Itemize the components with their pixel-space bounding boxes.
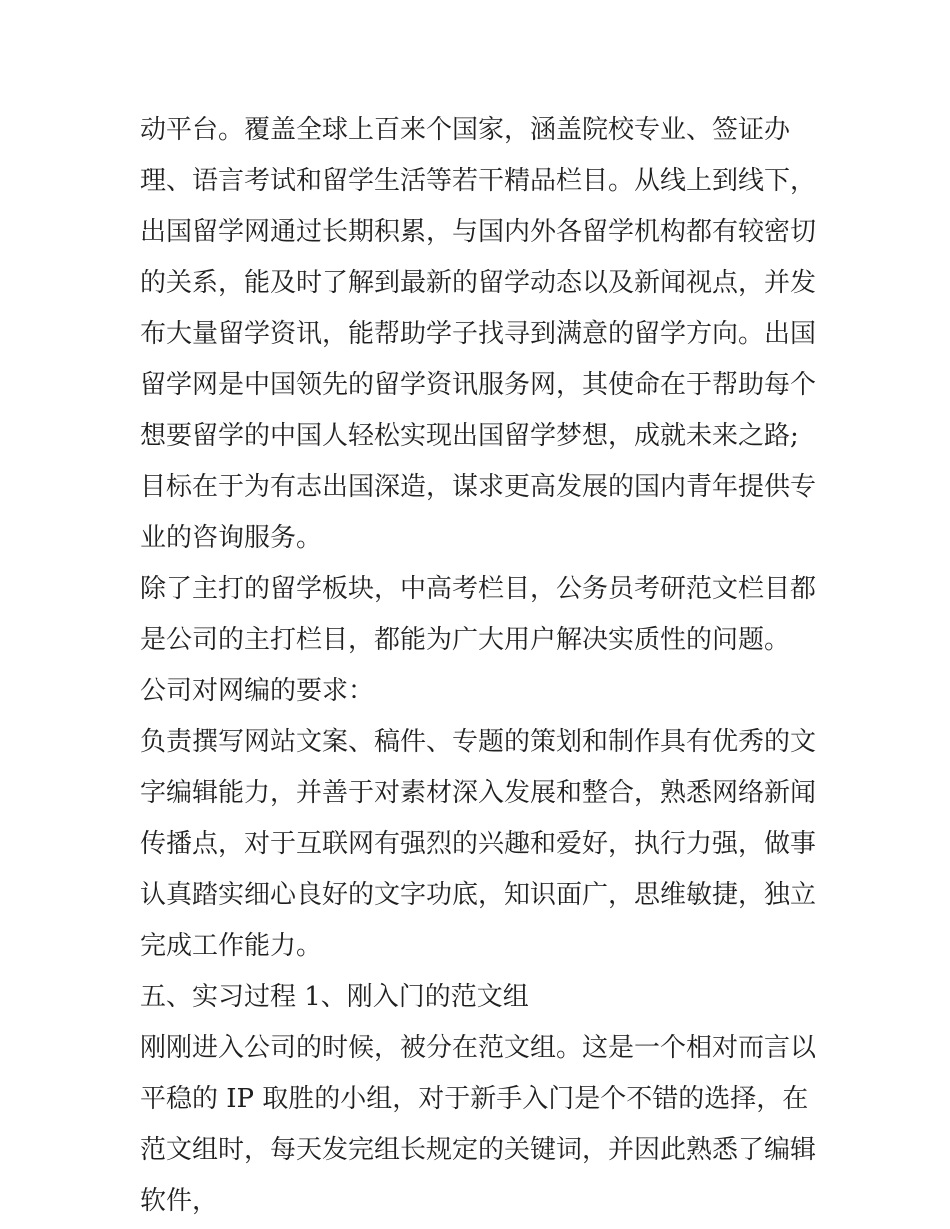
paragraph-editor-requirements: 负责撰写网站文案、稿件、专题的策划和制作具有优秀的文字编辑能力，并善于对素材深入发展和整合，熟悉网络新闻传播点，对于互联网有强烈的兴趣和爱好，执行力强，做事认真踏实细心良好的文字功底，知识面广，思维敏捷，独立完成工作能力。 [140,727,817,961]
paragraph-main-sections: 除了主打的留学板块，中高考栏目，公务员考研范文栏目都是公司的主打栏目，都能为广大用户解决实质性的问题。 公司对网编的要求： [140,574,817,706]
paragraph-platform-intro: 动平台。覆盖全球上百来个国家，涵盖院校专业、签证办理、语言考试和留学生活等若干精品栏目。从线上到线下，出国留学网通过长期积累，与国内外各留学机构都有较密切的关系，能及时了解到最新的留学动态以及新闻视点，并发布大量留学资讯，能帮助学子找寻到满意的留学方向。出国留学网是中国领先的留学资讯服务网，其使命在于帮助每个想要留学的中国人轻松实现出国留学梦想，成就未来之路;目标在于为有志出国深造，谋求更高发展的国内青年提供专业的咨询服务。 [140,115,817,553]
paragraph-sample-group: 刚刚进入公司的时候，被分在范文组。这是一个相对而言以平稳的 IP 取胜的小组，对于新手入门是个不错的选择，在范文组时，每天发完组长规定的关键词，并因此熟悉了编辑软件， [140,1033,817,1216]
section-heading-internship-process: 五、实习过程 1、刚入门的范文组 [140,982,529,1012]
document-body [140,105,820,1227]
